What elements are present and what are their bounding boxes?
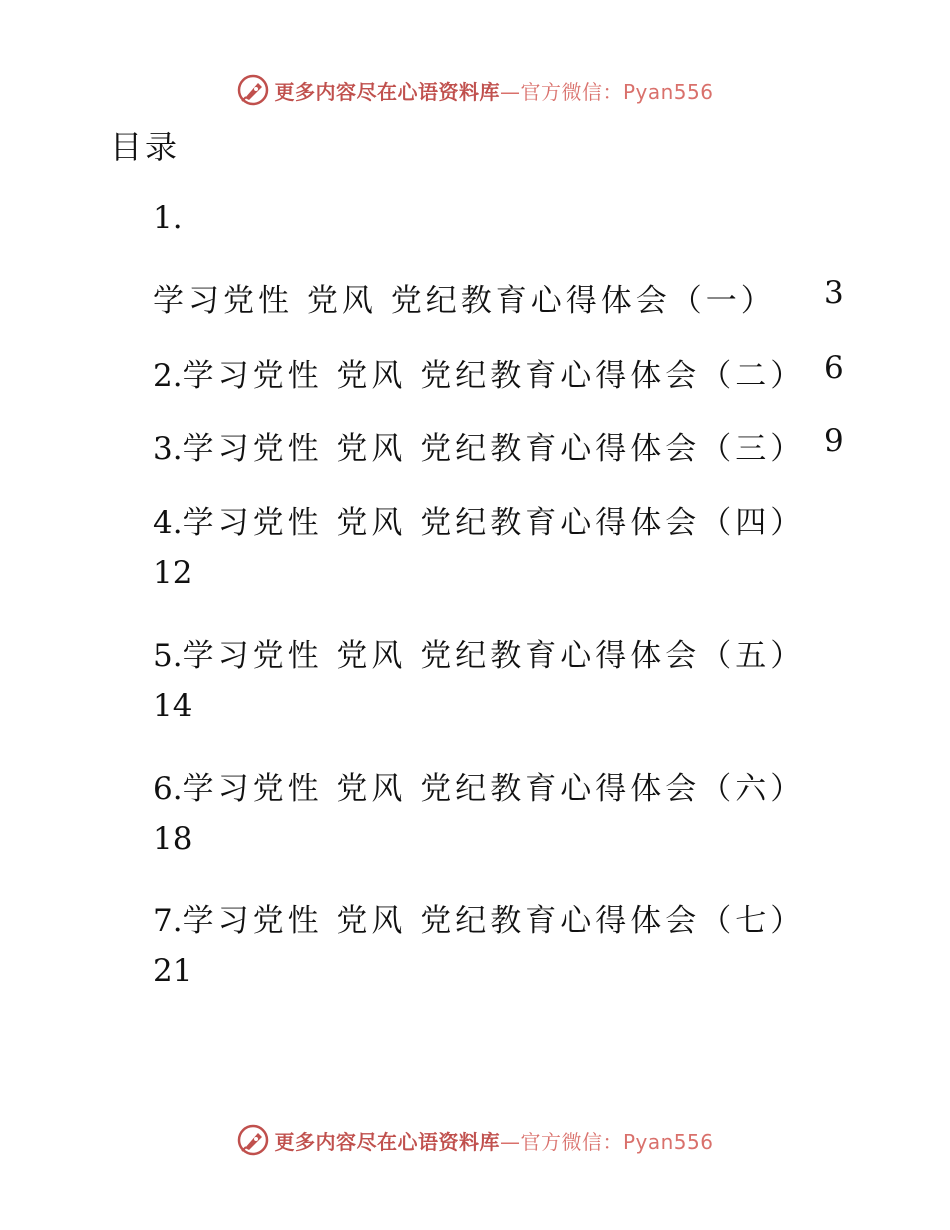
- toc-entry-3[interactable]: [153, 423, 805, 468]
- toc-entry-number: 6.: [153, 771, 183, 807]
- toc-entry-7[interactable]: [153, 895, 805, 940]
- toc-entry-1[interactable]: [153, 275, 776, 320]
- pen-nib-logo-icon: [236, 1123, 270, 1157]
- banner-main-text: 更多内容尽在心语资料库: [274, 79, 500, 104]
- toc-entry-text: 学习党性 党风 党纪教育心得体会（三）: [182, 431, 806, 467]
- footer-banner: [0, 1120, 950, 1160]
- toc-entry-text: 学习党性 党风 党纪教育心得体会（六）: [182, 771, 806, 807]
- toc-entry-number: 4.: [153, 505, 183, 541]
- banner-sub-text: —官方微信：Pyan556: [499, 1129, 714, 1154]
- pen-nib-logo-icon: [236, 73, 270, 107]
- banner-main-text: 更多内容尽在心语资料库: [274, 1129, 500, 1154]
- toc-entry-text: 学习党性 党风 党纪教育心得体会（四）: [182, 505, 806, 541]
- toc-entry-4[interactable]: [153, 497, 805, 542]
- toc-entry-2[interactable]: [153, 350, 805, 395]
- toc-title: 目录: [110, 128, 181, 166]
- banner-sub-text: —官方微信：Pyan556: [499, 79, 714, 104]
- toc-entry-7-page: 21: [153, 953, 193, 989]
- toc-entry-2-page: 6: [824, 350, 844, 386]
- toc-entry-3-page: 9: [824, 423, 844, 459]
- toc-entry-6-page: 18: [153, 821, 193, 857]
- toc-entry-number: 3.: [153, 431, 183, 467]
- toc-entry-1-page: 3: [824, 275, 844, 311]
- toc-entry-number: 7.: [153, 903, 183, 939]
- toc-entry-1-number: 1.: [153, 200, 183, 236]
- toc-entry-5-page: 14: [153, 688, 193, 724]
- toc-entry-text: 学习党性 党风 党纪教育心得体会（二）: [182, 358, 806, 394]
- toc-entry-4-page: 12: [153, 555, 193, 591]
- header-banner: [0, 70, 950, 110]
- toc-entry-text: 学习党性 党风 党纪教育心得体会（一）: [153, 283, 776, 319]
- toc-entry-5[interactable]: [153, 630, 805, 675]
- toc-entry-number: 5.: [153, 638, 183, 674]
- toc-entry-number: 2.: [153, 358, 183, 394]
- toc-entry-text: 学习党性 党风 党纪教育心得体会（七）: [182, 903, 806, 939]
- toc-entry-text: 学习党性 党风 党纪教育心得体会（五）: [182, 638, 806, 674]
- toc-entry-6[interactable]: [153, 763, 805, 808]
